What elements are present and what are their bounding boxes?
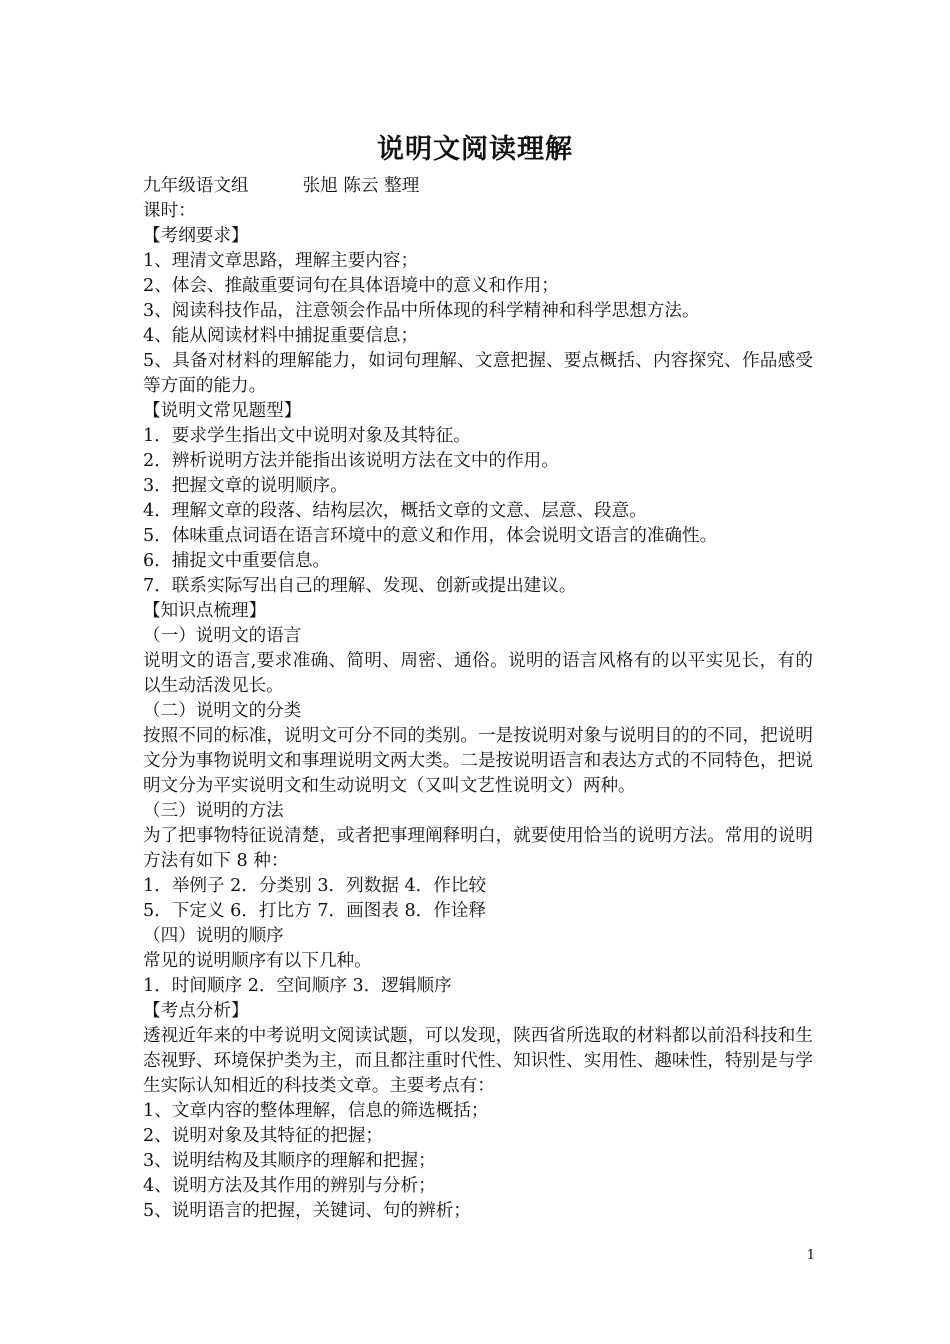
section-heading-question-types: 【说明文常见题型】 xyxy=(143,401,302,421)
analysis-item: 2、说明对象及其特征的把握； xyxy=(143,1126,383,1146)
outline-item: 4、能从阅读材料中捕捉重要信息； xyxy=(143,326,419,346)
question-type-item: 4．理解文章的段落、结构层次，概括文章的文意、层意、段意。 xyxy=(143,501,647,521)
paragraph-classification: 按照不同的标准，说明文可分不同的类别。一是按说明对象与说明目的的不同，把说明文分为事物说明文和事理说明文两大类。二是按说明语言和表达方式的不同特色，把说明文分为平实说明文和生动说明文（又叫文艺性说明文）两种。 xyxy=(143,726,813,796)
page-number: 1 xyxy=(806,1248,815,1263)
order-list-line: 1．时间顺序 2．空间顺序 3．逻辑顺序 xyxy=(143,976,452,996)
question-type-item: 1．要求学生指出文中说明对象及其特征。 xyxy=(143,426,471,446)
paragraph-analysis: 透视近年来的中考说明文阅读试题，可以发现，陕西省所选取的材料都以前沿科技和生态视野、环境保护类为主，而且都注重时代性、知识性、实用性、趣味性，特别是与学生实际认知相近的科技类文章。主要考点有： xyxy=(143,1026,813,1096)
byline-authors: 张旭 陈云 整理 xyxy=(302,176,420,196)
class-hours: 课时： xyxy=(143,201,196,221)
analysis-item: 3、说明结构及其顺序的理解和把握； xyxy=(143,1151,436,1171)
paragraph-language: 说明文的语言,要求准确、简明、周密、通俗。说明的语言风格有的以平实见长，有的以生动活泼见长。 xyxy=(143,651,813,696)
outline-item: 3、阅读科技作品，注意领会作品中所体现的科学精神和科学思想方法。 xyxy=(143,301,700,321)
analysis-item: 5、说明语言的把握，关键词、句的辨析； xyxy=(143,1201,471,1221)
methods-list-line: 1．举例子 2．分类别 3．列数据 4．作比较 xyxy=(143,876,487,896)
page-title: 说明文阅读理解 xyxy=(377,134,573,165)
byline-group: 九年级语文组 xyxy=(143,176,249,196)
question-type-item: 7．联系实际写出自己的理解、发现、创新或提出建议。 xyxy=(143,576,577,596)
subsection-title-language: （一）说明文的语言 xyxy=(143,626,302,646)
question-type-item: 2．辨析说明方法并能指出该说明方法在文中的作用。 xyxy=(143,451,559,471)
question-type-item: 3．把握文章的说明顺序。 xyxy=(143,476,348,496)
subsection-title-methods: （三）说明的方法 xyxy=(143,801,284,821)
section-heading-outline: 【考纲要求】 xyxy=(143,226,249,246)
analysis-item: 1、文章内容的整体理解，信息的筛选概括； xyxy=(143,1101,489,1121)
question-type-item: 6．捕捉文中重要信息。 xyxy=(143,551,331,571)
question-type-item: 5．体味重点词语在语言环境中的意义和作用，体会说明文语言的准确性。 xyxy=(143,526,718,546)
subsection-title-order: （四）说明的顺序 xyxy=(143,926,284,946)
document-body xyxy=(143,174,813,1224)
paragraph-methods: 为了把事物特征说清楚，或者把事理阐释明白，就要使用恰当的说明方法。常用的说明方法有如下 8 种： xyxy=(143,826,813,871)
outline-item: 1、理清文章思路，理解主要内容； xyxy=(143,251,419,271)
outline-item: 2、体会、推敲重要词句在具体语境中的意义和作用； xyxy=(143,276,559,296)
section-heading-knowledge: 【知识点梳理】 xyxy=(143,601,267,621)
outline-item: 5、具备对材料的理解能力，如词句理解、文意把握、要点概括、内容探究、作品感受等方面的能力。 xyxy=(143,351,813,396)
methods-list-line: 5．下定义 6．打比方 7．画图表 8．作诠释 xyxy=(143,901,487,921)
paragraph-order: 常见的说明顺序有以下几种。 xyxy=(143,951,372,971)
byline xyxy=(143,174,813,199)
analysis-item: 4、说明方法及其作用的辨别与分析； xyxy=(143,1176,436,1196)
section-heading-analysis: 【考点分析】 xyxy=(143,1001,249,1021)
subsection-title-classification: （二）说明文的分类 xyxy=(143,701,302,721)
